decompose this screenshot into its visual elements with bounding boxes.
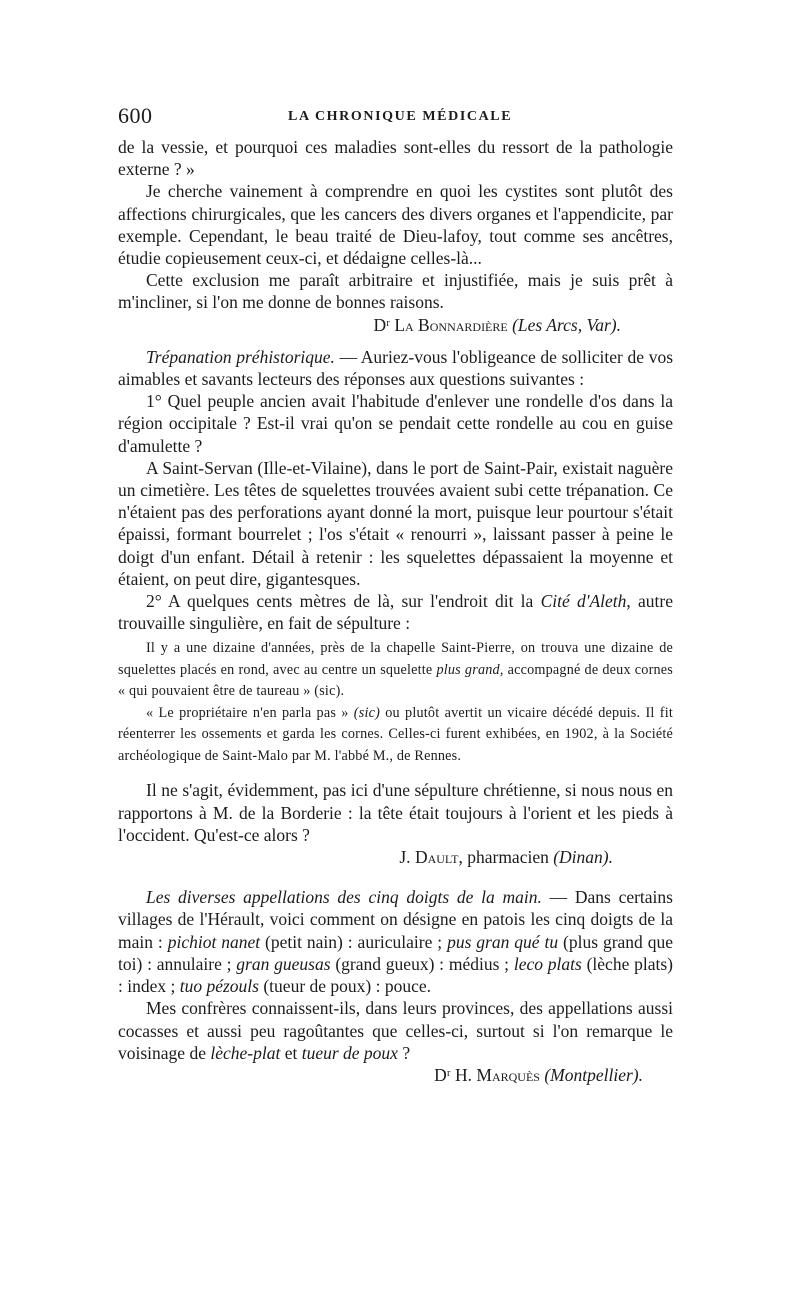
paragraph: de la vessie, et pourquoi ces maladies sont-elles du ressort de la pathologie externe ? » (118, 137, 673, 180)
place-name: Cité d'Aleth (540, 591, 627, 612)
signature-name: Marquès (476, 1064, 540, 1085)
quote-paragraph (118, 703, 673, 768)
patois-term: leco plats (513, 953, 582, 974)
paragraph: A Saint-Servan (Ille-et-Vilaine), dans le port de Saint-Pair, existait naguère un cimetière. Les têtes de squelettes trouvées avaient subi cette trépanation. Ce n'étaient pas des perforations ayant donné la mort, puisque leur pourtour s'était épaissi, formant bourrelet ; l'os s'était « renourri », laissant passer à peine le doigt d'un enfant. Détail à retenir : les squelettes dépassaient la moyenne et étaient, on peut dire, gigantesques. (118, 457, 673, 589)
signature-name: Dault (414, 847, 459, 868)
paragraph (118, 590, 673, 634)
text-span: — Dans certains villages de l'Hérault, voici comment on désigne en patois les cinq doigts de la main : (118, 887, 673, 952)
article-title: Les diverses appellations des cinq doigts de la main. (146, 887, 542, 908)
signature-prefix: J. (399, 847, 411, 868)
page-header (118, 103, 673, 129)
text-span: « Le propriétaire n'en parla pas » (146, 704, 354, 721)
text-span: (lèche plats) : index ; (118, 953, 674, 997)
text-span: Il y a une dizaine d'années, près de la chapelle Saint-Pierre, on trouva une dizaine de squelettes placés en rond, avec au centre un squelette (118, 640, 673, 678)
paragraph (118, 886, 673, 997)
quote-paragraph (118, 638, 673, 703)
text-span: et (280, 1042, 302, 1063)
page-body (118, 136, 673, 1086)
signature-name: La Bonnardière (394, 314, 508, 335)
paragraph (118, 997, 673, 1064)
text-span: (tueur de poux) : pouce. (258, 976, 432, 997)
text-italic: lèche-plat (210, 1042, 281, 1063)
text-italic: tueur de poux (301, 1042, 398, 1063)
signature (118, 846, 673, 868)
paragraph: 1° Quel peuple ancien avait l'habitude d'enlever une rondelle d'os dans la région occipitale ? Est-il vrai qu'on se pendait cette rondelle au cou en guise d'amulette ? (118, 391, 673, 456)
patois-term: pus gran qué tu (447, 931, 559, 952)
article-intro: — Auriez-vous l'obligeance de solliciter de vos aimables et savants lecteurs des réponses aux questions suivantes : (118, 346, 674, 390)
signature-prefix: Dʳ (373, 314, 390, 335)
signature-prefix: Dʳ H. (434, 1064, 473, 1085)
paragraph: Il ne s'agit, évidemment, pas ici d'une sépulture chrétienne, si nous nous en rapportons à M. de la Borderie : la tête était toujours à l'orient et les pieds à l'occident. Qu'est-ce alors ? (118, 780, 673, 845)
paragraph: Je cherche vainement à comprendre en quoi les cystites sont plutôt des affections chirurgicales, que les cancers des divers organes et l'appendicite, par exemple. Cependant, le beau traité de Dieu-lafoy, tout comme ses ancêtres, étudie copieusement ceux-ci, et dédaigne celles-là... (118, 181, 673, 269)
patois-term: gran gueusas (236, 953, 331, 974)
patois-term: tuo pézouls (179, 976, 259, 997)
text-span: ou plutôt avertit un vicaire décédé depuis. Il fit réenterrer les ossements et garda les cornes. Celles-ci furent exhibées, en 1902, à la Société archéologique de Saint-Malo par M. l'abbé M., de Rennes. (118, 704, 673, 764)
page-number: 600 (118, 103, 153, 128)
text-italic: plus grand (436, 661, 500, 678)
signature-place: (Montpellier). (544, 1064, 643, 1085)
signature (118, 1064, 673, 1086)
text-span: (petit nain) : auriculaire ; (260, 931, 448, 952)
text-italic: (sic) (353, 704, 381, 721)
block-quote (118, 638, 673, 767)
text-span: 2° A quelques cents mètres de là, sur l'endroit dit la (146, 591, 541, 612)
text-span: , accompagné de deux cornes « qui pouvaient être de taureau » (sic). (118, 661, 674, 700)
text-span: ? (397, 1042, 411, 1063)
signature (118, 314, 673, 336)
article-title: Trépanation préhistorique. (146, 346, 335, 367)
running-title: LA CHRONIQUE MÉDICALE (288, 109, 513, 124)
paragraph (118, 346, 673, 390)
signature-role: , pharmacien (458, 847, 554, 868)
text-span: (grand gueux) : médius ; (330, 953, 514, 974)
text-span: (plus grand que toi) : annulaire ; (118, 931, 673, 974)
signature-place: (Dinan). (553, 847, 613, 868)
signature-place: (Les Arcs, Var). (512, 314, 621, 335)
text-span: Mes confrères connaissent-ils, dans leurs provinces, des appellations aussi cocasses et aussi peu ragoûtantes que celles-ci, surtout si l'on remarque le voisinage de (118, 998, 673, 1063)
paragraph: Cette exclusion me paraît arbitraire et injustifiée, mais je suis prêt à m'incliner, si l'on me donne de bonnes raisons. (118, 270, 673, 313)
patois-term: pichiot nanet (167, 931, 261, 952)
text-span: , autre trouvaille singulière, en fait de sépulture : (118, 591, 673, 634)
